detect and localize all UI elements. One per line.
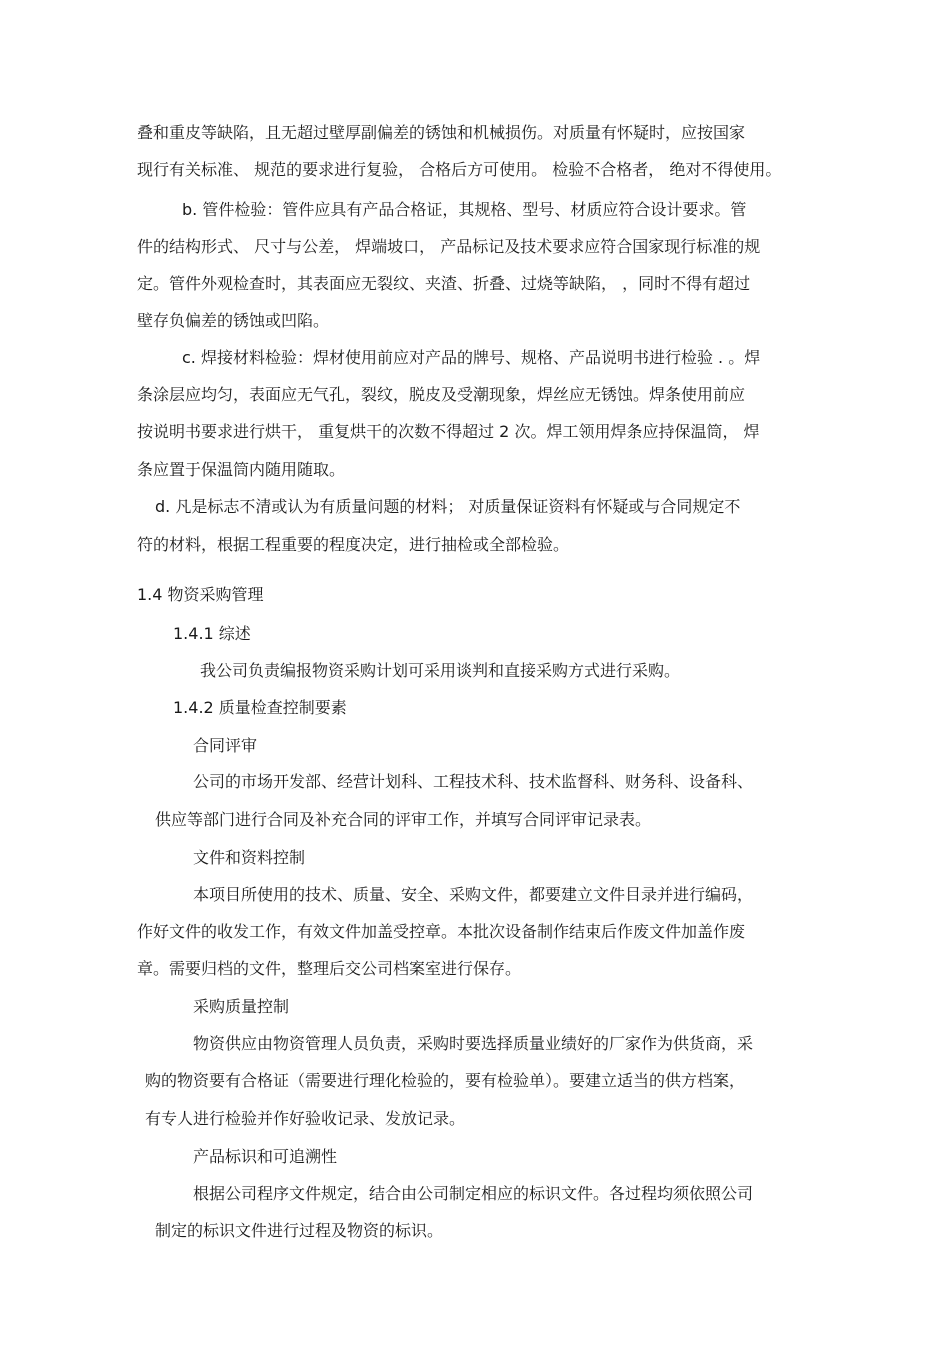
text-line-5: 定。管件外观检查时，其表面应无裂纹、夹渣、折叠、过烧等缺陷， ，同时不得有超过 — [137, 274, 751, 293]
text-line-9: 按说明书要求进行烘干， 重复烘干的次数不得超过 2 次。焊工领用焊条应持保温筒， 焊 — [137, 422, 760, 441]
text-line-6: 壁存负偏差的锈蚀或凹陷。 — [137, 311, 330, 330]
text-line-21: 本项目所使用的技术、质量、安全、采购文件，都要建立文件目录并进行编码， — [193, 885, 754, 904]
subsection-heading-1-4-1: 1.4.1 综述 — [173, 624, 251, 643]
text-line-23: 章。需要归档的文件，整理后交公司档案室进行保存。 — [137, 959, 522, 978]
item-heading-traceability: 产品标识和可追溯性 — [193, 1147, 338, 1166]
text-line-25: 物资供应由物资管理人员负责，采购时要选择质量业绩好的厂家作为供货商，采 — [193, 1034, 754, 1053]
section-heading-1-4: 1.4 物资采购管理 — [137, 585, 264, 604]
item-heading-document-control: 文件和资料控制 — [193, 848, 306, 867]
text-line-7: c. 焊接材料检验：焊材使用前应对产品的牌号、规格、产品说明书进行检验 . 。焊 — [182, 348, 761, 367]
item-heading-contract-review: 合同评审 — [193, 736, 258, 755]
text-line-26: 购的物资要有合格证（需要进行理化检验的，要有检验单）。要建立适当的供方档案， — [145, 1071, 746, 1090]
text-line-29: 根据公司程序文件规定，结合由公司制定相应的标识文件。各过程均须依照公司 — [193, 1184, 754, 1203]
text-line-19: 供应等部门进行合同及补充合同的评审工作，并填写合同评审记录表。 — [155, 810, 652, 829]
subsection-heading-1-4-2: 1.4.2 质量检查控制要素 — [173, 698, 347, 717]
text-line-12: 符的材料，根据工程重要的程度决定，进行抽检或全部检验。 — [137, 535, 570, 554]
text-line-3: b. 管件检验：管件应具有产品合格证，其规格、型号、材质应符合设计要求。管 — [182, 200, 747, 219]
text-line-27: 有专人进行检验并作好验收记录、发放记录。 — [145, 1109, 466, 1128]
text-line-1: 叠和重皮等缺陷，且无超过壁厚副偏差的锈蚀和机械损伤。对质量有怀疑时，应按国家 — [137, 123, 746, 142]
text-line-11: d. 凡是标志不清或认为有质量问题的材料； 对质量保证资料有怀疑或与合同规定不 — [155, 497, 741, 516]
text-line-10: 条应置于保温筒内随用随取。 — [137, 460, 346, 479]
text-line-30: 制定的标识文件进行过程及物资的标识。 — [155, 1221, 444, 1240]
text-line-22: 作好文件的收发工作，有效文件加盖受控章。本批次设备制作结束后作废文件加盖作废 — [137, 922, 746, 941]
text-line-2: 现行有关标准、 规范的要求进行复验， 合格后方可使用。 检验不合格者， 绝对不得使用。 — [137, 160, 782, 179]
text-line-8: 条涂层应均匀，表面应无气孔，裂纹，脱皮及受潮现象，焊丝应无锈蚀。焊条使用前应 — [137, 385, 746, 404]
text-line-15: 我公司负责编报物资采购计划可采用谈判和直接采购方式进行采购。 — [200, 661, 681, 680]
item-heading-purchase-quality: 采购质量控制 — [193, 997, 290, 1016]
text-line-4: 件的结构形式、 尺寸与公差， 焊端坡口， 产品标记及技术要求应符合国家现行标准的规 — [137, 237, 761, 256]
text-line-18: 公司的市场开发部、经营计划科、工程技术科、技术监督科、财务科、设备科、 — [193, 772, 754, 791]
